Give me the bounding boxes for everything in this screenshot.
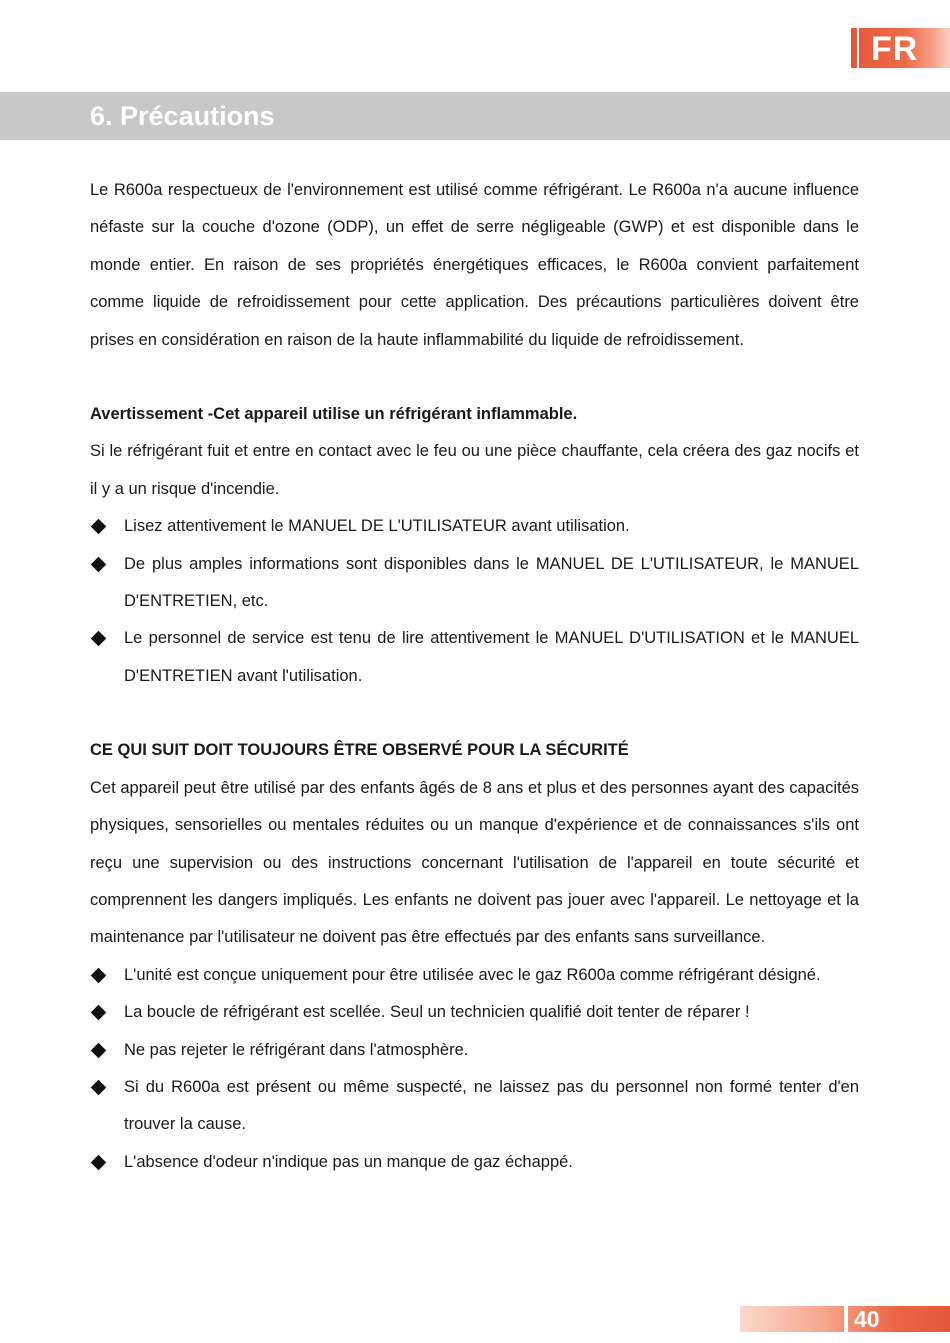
list-item [90, 957, 859, 994]
list-item [90, 1144, 859, 1181]
language-code: FR [871, 30, 919, 68]
list-item-text: De plus amples informations sont disponibles dans le MANUEL DE L'UTILISATEUR, le MANUEL D'ENTRETIEN, etc. [124, 554, 859, 611]
safety-paragraph: Cet appareil peut être utilisé par des enfants âgés de 8 ans et plus et des personnes ayant des capacités physiques, sensorielles ou mentales réduites ou un manque d'expérience et de connaissances s'ils ont reçu une supervision ou des instructions concernant l'utilisation de l'appareil en toute sécurité et comprennent les dangers impliqués. Les enfants ne doivent pas jouer avec l'appareil. Le nettoyage et la maintenance par l'utilisateur ne doivent pas être effectués par des enfants sans surveillance. [90, 778, 859, 947]
list-item-text: Si du R600a est présent ou même suspecté, ne laissez pas du personnel non formé tenter d'en trouver la cause. [124, 1077, 859, 1134]
page-number: 40 [844, 1306, 880, 1332]
list-item [90, 546, 859, 621]
list-item [90, 620, 859, 695]
list-item [90, 994, 859, 1031]
warning-paragraph: Si le réfrigérant fuit et entre en contact avec le feu ou une pièce chauffante, cela créera des gaz nocifs et il y a un risque d'incendie. [90, 442, 859, 498]
intro-paragraph: Le R600a respectueux de l'environnement est utilisé comme réfrigérant. Le R600a n'a aucune influence néfaste sur la couche d'ozone (ODP), un effet de serre négligeable (GWP) et est disponible dans le monde entier. En raison de ses propriétés énergétiques efficaces, le R600a convient parfaitement comme liquide de refroidissement pour cette application. Des précautions particulières doivent être prises en considération en raison de la haute inflammabilité du liquide de refroidissement. [90, 181, 859, 349]
list-item-text: Le personnel de service est tenu de lire attentivement le MANUEL D'UTILISATION et le MANUEL D'ENTRETIEN avant l'utilisation. [124, 629, 859, 685]
spacer [90, 695, 859, 732]
list-item-text: L'unité est conçue uniquement pour être utilisée avec le gaz R600a comme réfrigérant désigné. [124, 965, 821, 984]
diamond-bullet-icon [91, 631, 107, 647]
page-number-tab [740, 1306, 950, 1332]
diamond-bullet-icon [91, 556, 107, 572]
section-header-bar [0, 92, 950, 140]
list-item-text: Lisez attentivement le MANUEL DE L'UTILISATEUR avant utilisation. [124, 517, 630, 536]
list-item-text: L'absence d'odeur n'indique pas un manque de gaz échappé. [124, 1152, 573, 1171]
warning-heading: Avertissement -Cet appareil utilise un réfrigérant inflammable. [90, 405, 578, 424]
safety-bullet-list [90, 957, 859, 1181]
list-item [90, 1032, 859, 1069]
diamond-bullet-icon [91, 1042, 107, 1058]
page-content [90, 172, 859, 1181]
diamond-bullet-icon [91, 1080, 107, 1096]
language-tab [851, 28, 950, 68]
diamond-bullet-icon [91, 967, 107, 983]
warning-bullet-list [90, 508, 859, 695]
list-item-text: La boucle de réfrigérant est scellée. Seul un technicien qualifié doit tenter de réparer ! [124, 1003, 750, 1022]
spacer [90, 359, 859, 396]
diamond-bullet-icon [91, 1154, 107, 1170]
list-item [90, 1069, 859, 1144]
list-item [90, 508, 859, 545]
diamond-bullet-icon [91, 1005, 107, 1021]
diamond-bullet-icon [91, 519, 107, 535]
section-title: 6. Précautions [90, 101, 275, 131]
safety-heading: CE QUI SUIT DOIT TOUJOURS ÊTRE OBSERVÉ POUR LA SÉCURITÉ [90, 741, 629, 760]
list-item-text: Ne pas rejeter le réfrigérant dans l'atmosphère. [124, 1040, 469, 1059]
